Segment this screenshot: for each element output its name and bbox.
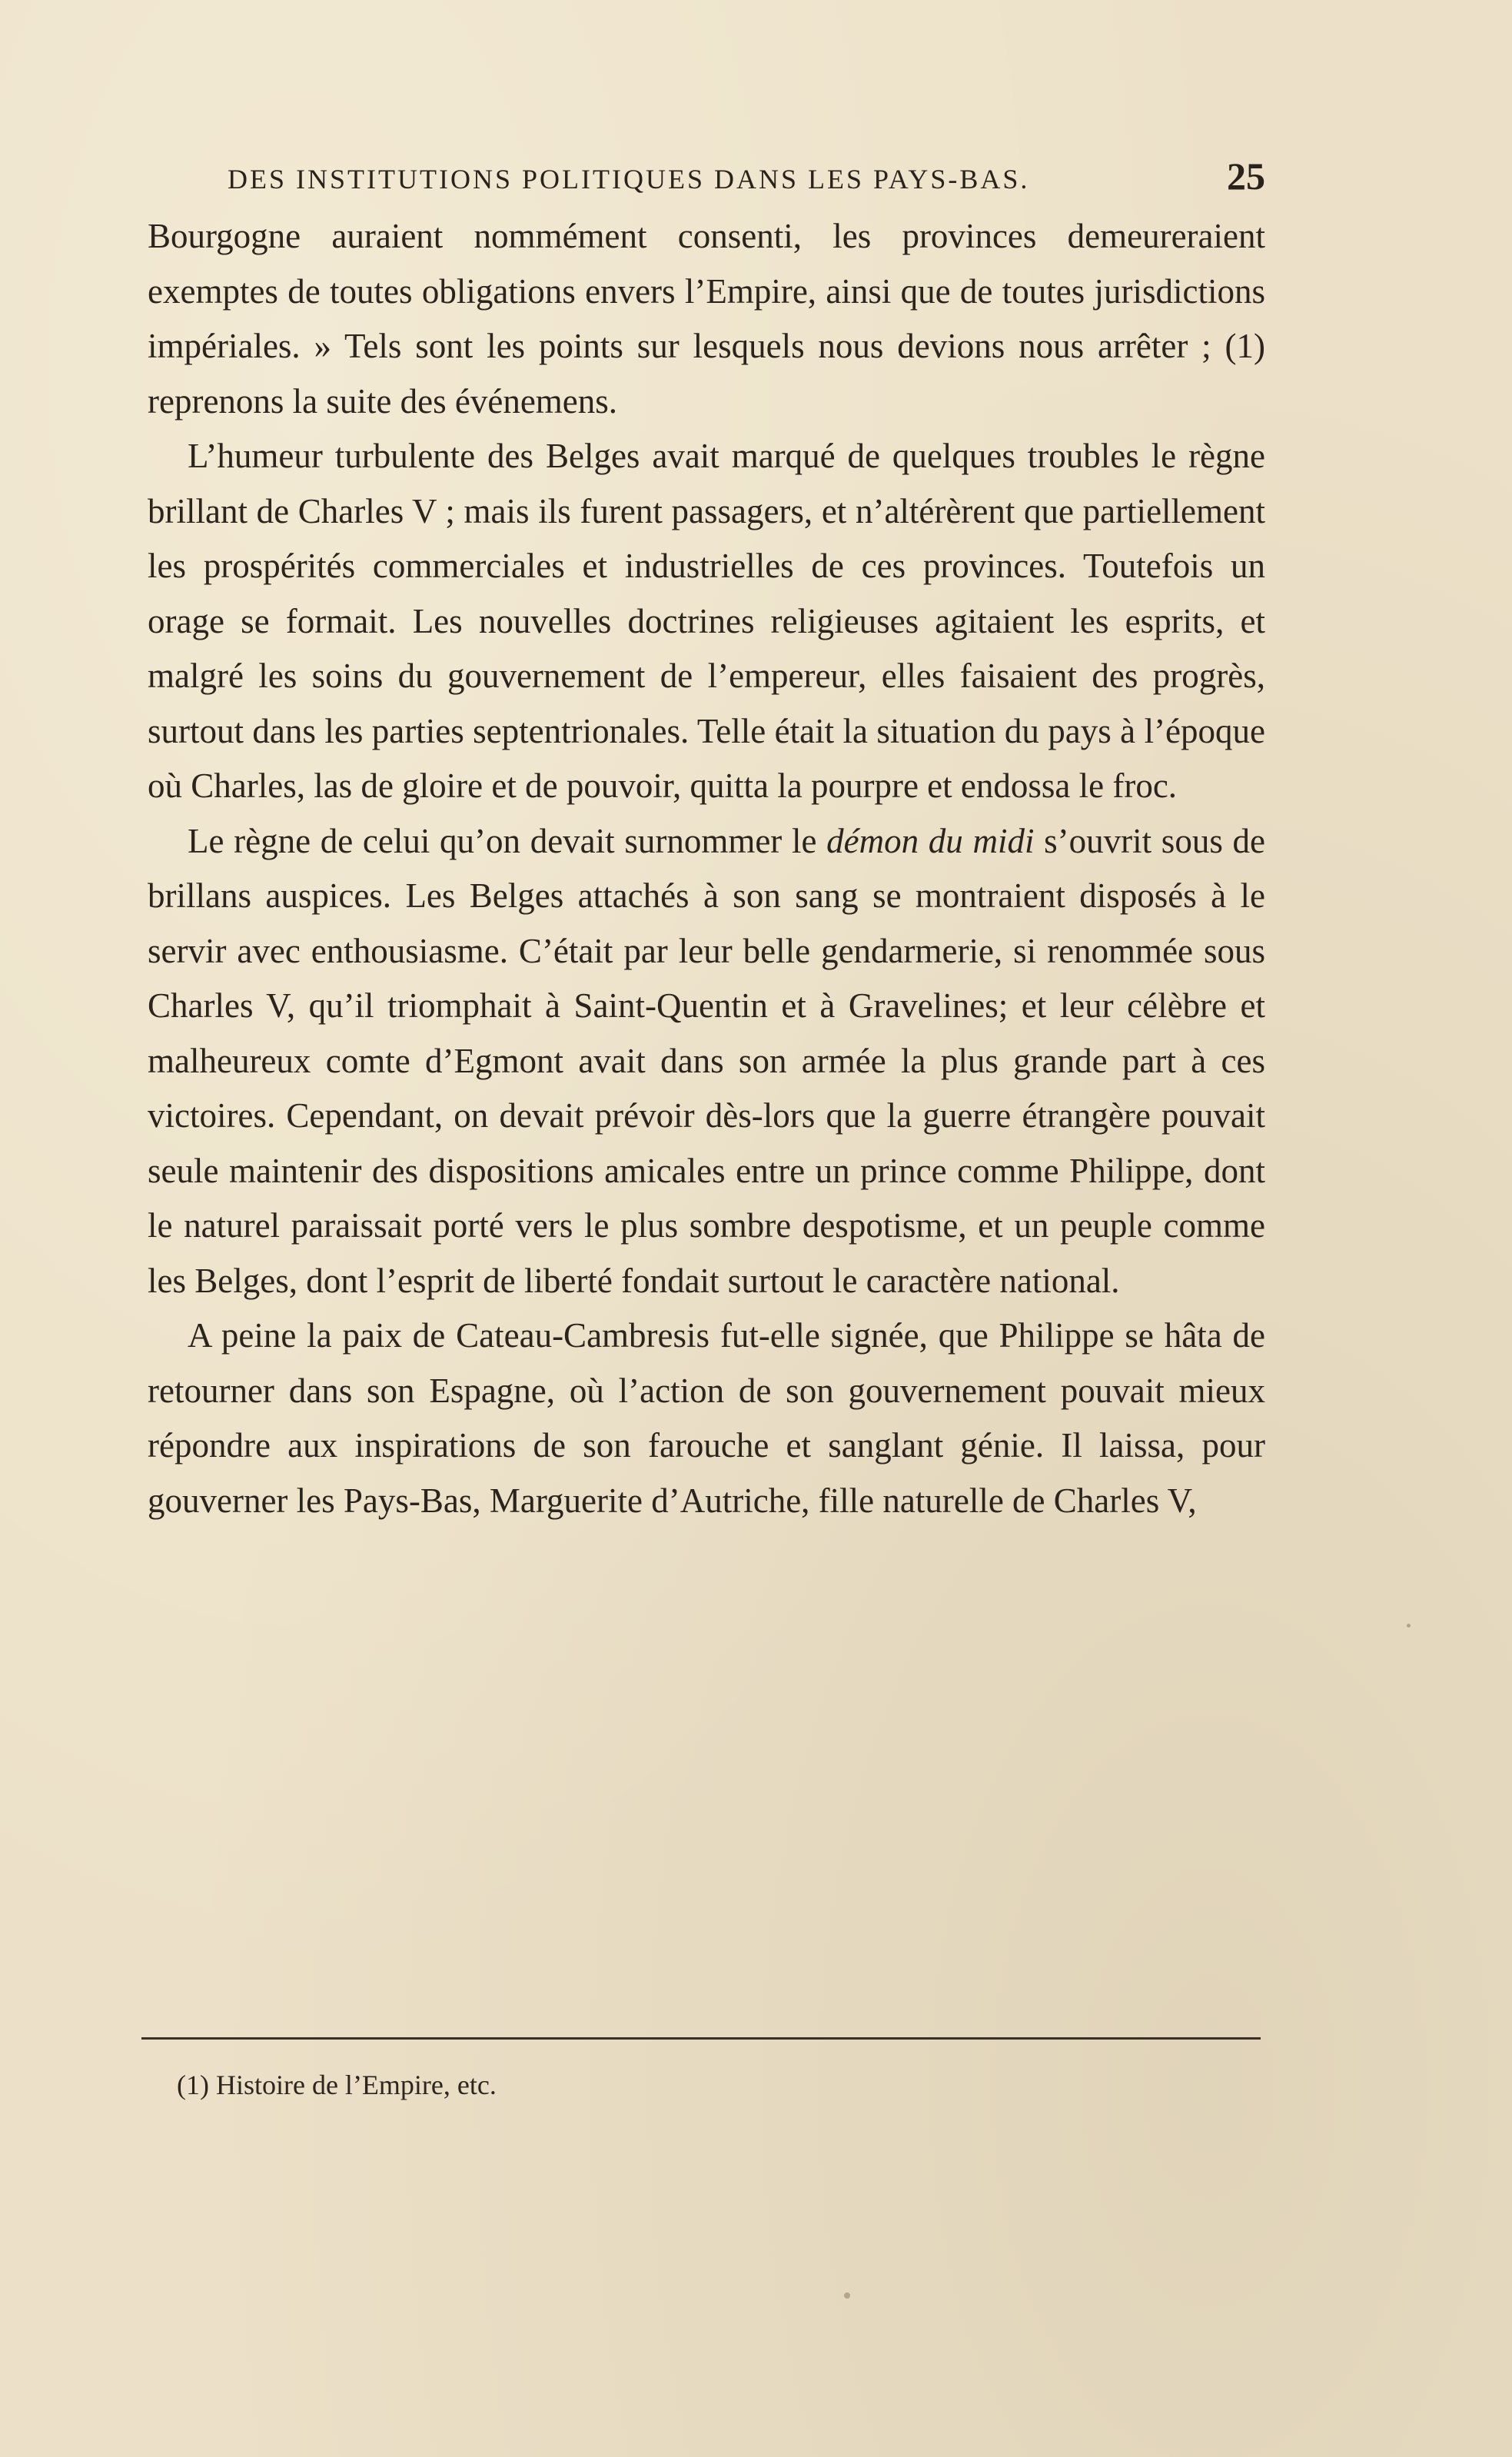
page-header xyxy=(145,154,1265,208)
paper-speck xyxy=(844,2292,850,2299)
page-number: 25 xyxy=(1227,155,1265,198)
italic-phrase: démon du midi xyxy=(826,821,1035,860)
running-head: DES INSTITUTIONS POLITIQUES DANS LES PAYS-BAS. xyxy=(228,164,1030,194)
paragraph-1: Bourgogne auraient nommément consenti, les provinces demeureraient exemptes de toutes obligations envers l’Empire, ainsi que de toutes jurisdictions impériales. » Tels sont les points sur lesquels nous devions nous arrêter ; (1) reprenons la suite des événemens. xyxy=(148,217,1265,421)
paragraph-3 xyxy=(148,814,1265,1309)
footnote-rule xyxy=(141,2037,1261,2040)
paragraph-4: A peine la paix de Cateau-Cambresis fut-elle signée, que Philippe se hâta de retourner dans son Espagne, où l’action de son gouvernement pouvait mieux répondre aux inspirations de son farouche et sanglant génie. Il laissa, pour gouverner les Pays-Bas, Marguerite d’Autriche, fille naturelle de Charles V, xyxy=(148,1316,1265,1520)
paragraph-3-start: Le règne de celui qu’on devait surnommer le xyxy=(188,821,827,860)
main-text xyxy=(148,209,1265,1528)
paragraph-3-rest: s’ouvrit sous de brillans auspices. Les Belges attachés à son sang se montraient disposés à le servir avec enthousiasme. C’était par leur belle gendarmerie, si renommée sous Charles V, qu’il triomphait à Saint-Quentin et à Gravelines; et leur célèbre et malheureux comte d’Egmont avait dans son armée la plus grande part à ces victoires. Cependant, on devait prévoir dès-lors que la guerre étrangère pouvait seule maintenir des dispositions amicales entre un prince comme Philippe, dont le naturel paraissait porté vers le plus sombre despotisme, et un peuple comme les Belges, dont l’esprit de liberté fondait surtout le caractère national. xyxy=(148,821,1265,1300)
paper-speck xyxy=(1407,1624,1411,1627)
paragraph-2: L’humeur turbulente des Belges avait marqué de quelques troubles le règne brillant de Charles V ; mais ils furent passagers, et n’altérèrent que partiellement les prospérités commerciales et industrielles de ces provinces. Toutefois un orage se formait. Les nouvelles doctrines religieuses agitaient les esprits, et malgré les soins du gouvernement de l’empereur, elles faisaient des progrès, surtout dans les parties septentrionales. Telle était la situation du pays à l’époque où Charles, las de gloire et de pouvoir, quitta la pourpre et endossa le froc. xyxy=(148,437,1265,805)
footnote: (1) Histoire de l’Empire, etc. xyxy=(177,2070,497,2100)
